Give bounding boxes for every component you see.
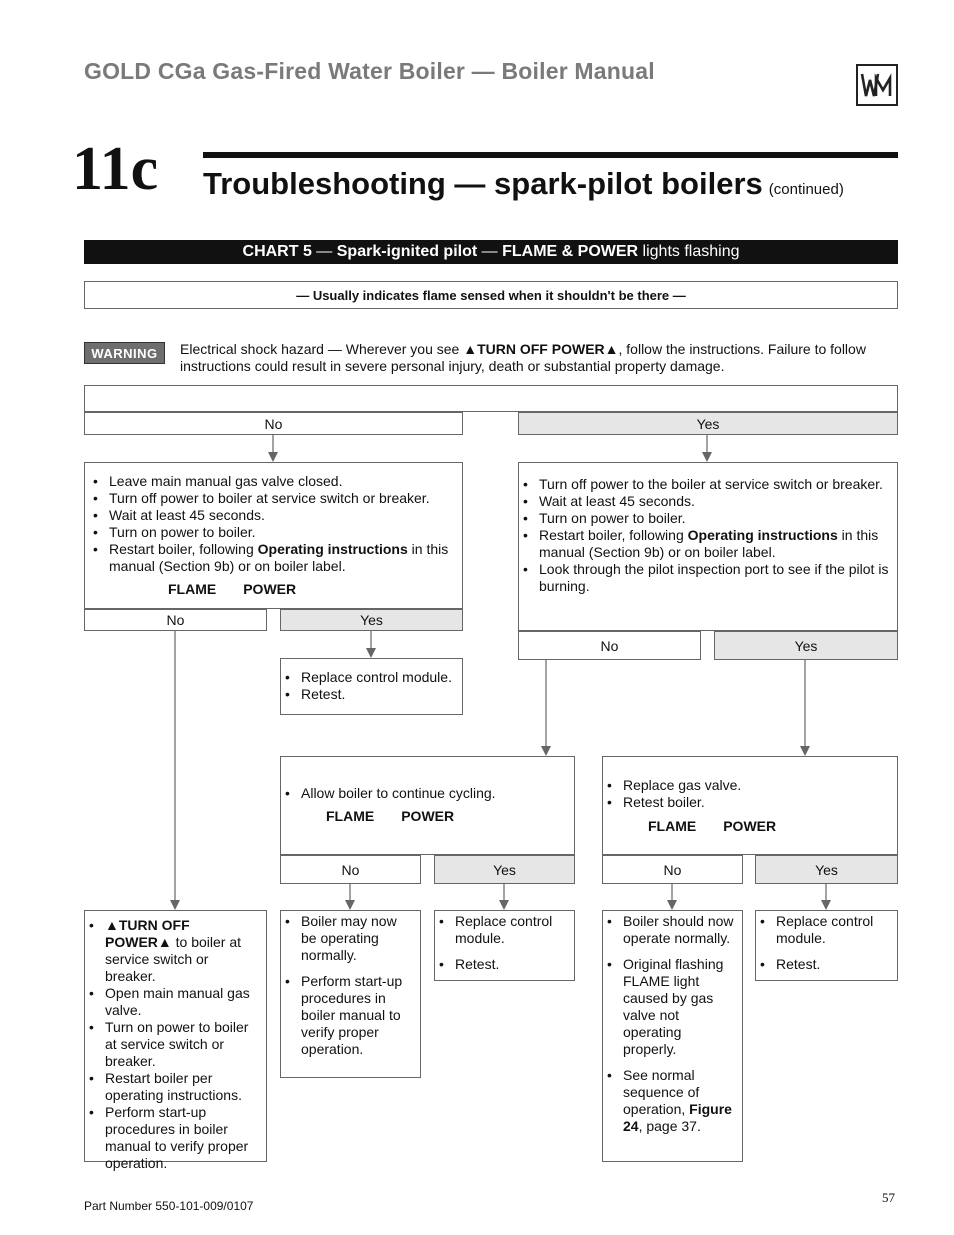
- arrow-head: [800, 746, 810, 756]
- arrow-head: [366, 648, 376, 658]
- restart-text-a: Restart boiler, following: [539, 527, 688, 543]
- section-title-text: Troubleshooting — spark-pilot boilers: [203, 166, 763, 201]
- figure-reference: Figure 24: [623, 1101, 732, 1134]
- list-item: • Turn on power to boiler.: [539, 510, 889, 527]
- list-item: • Perform start-up procedures in boiler manual to verify proper operation.: [301, 973, 414, 1058]
- allow-status-labels: [326, 808, 568, 825]
- list-item: • Retest.: [455, 956, 568, 973]
- gas-valve-box: [602, 756, 898, 855]
- left1-answer-yes: Yes: [280, 609, 463, 631]
- allow-cycling-box: [280, 756, 575, 855]
- list-item: • Boiler should now operate normally.: [623, 913, 738, 947]
- page-number: 57: [882, 1190, 895, 1205]
- gas-valve-list: [603, 777, 891, 811]
- turn-off-power-label: ▲TURN OFF POWER▲: [105, 917, 190, 950]
- list-item: • Restart boiler per operating instructions.: [105, 1070, 260, 1104]
- replace-module-box-3: [755, 910, 898, 981]
- replace-module-list-2: [435, 913, 568, 973]
- operating-normally-box: [280, 910, 421, 1078]
- replace-module-box-2: [434, 910, 575, 981]
- power-label: POWER: [723, 818, 777, 834]
- flame-label: FLAME: [326, 808, 375, 824]
- part-number-label: Part Number: [84, 1199, 153, 1213]
- warning-text-b: , follow the instructions. Failure to follow instructions could result in severe personal injury, death or substantial property damage.: [180, 341, 866, 374]
- list-item: • Wait at least 45 seconds.: [539, 493, 889, 510]
- arrow-head: [499, 900, 509, 910]
- chart-title-part1: Spark-ignited pilot: [336, 243, 478, 260]
- document-header-title: GOLD CGa Gas-Fired Water Boiler — Boiler Manual: [84, 58, 655, 84]
- arrow-head: [667, 900, 677, 910]
- turn-off-power-rest: to boiler at service switch or breaker.: [105, 934, 242, 984]
- chart-title-part2: FLAME & POWER: [502, 243, 639, 260]
- list-item: • Retest.: [776, 956, 891, 973]
- gas-valve-status-labels: [648, 818, 891, 835]
- list-item: • Replace control module.: [455, 913, 568, 947]
- top-decision-box: [84, 385, 898, 412]
- operating-normally-list: [281, 913, 414, 1058]
- arrow-head: [345, 900, 355, 910]
- warning-turn-off-power: ▲TURN OFF POWER▲: [463, 341, 619, 357]
- allow-answer-yes: Yes: [434, 855, 575, 884]
- list-item: • Open main manual gas valve.: [105, 985, 260, 1019]
- warning-badge: WARNING: [84, 342, 165, 364]
- chart-subtitle: — Usually indicates flame sensed when it shouldn't be there —: [84, 281, 898, 309]
- page-reference: , page 37.: [638, 1118, 701, 1134]
- footer-part-number: [84, 1199, 253, 1213]
- list-item: • Turn on power to boiler at service switch or breaker.: [105, 1019, 260, 1070]
- top-answer-yes: Yes: [518, 412, 898, 435]
- replace-module-list: [281, 669, 456, 703]
- warning-text-a: Electrical shock hazard — Wherever you see: [180, 341, 464, 357]
- replace-module-list-3: [756, 913, 891, 973]
- arrow-head: [268, 452, 278, 462]
- flame-label: FLAME: [648, 818, 697, 834]
- list-item: [105, 917, 260, 985]
- top-answer-no: No: [84, 412, 463, 435]
- left-restart-list: [89, 473, 454, 575]
- list-item: • Leave main manual gas valve closed.: [109, 473, 454, 490]
- list-item: [623, 1067, 738, 1135]
- list-item: • Perform start-up procedures in boiler manual to verify proper operation.: [105, 1104, 260, 1172]
- right-restart-list: [519, 476, 889, 595]
- list-item: • Replace control module.: [301, 669, 456, 686]
- gas-valve-answer-no: No: [602, 855, 743, 884]
- allow-answer-no: No: [280, 855, 421, 884]
- right1-answer-no: No: [518, 631, 701, 660]
- chart-dash-2: —: [477, 243, 503, 260]
- see-sequence-text: See normal sequence of operation,: [623, 1067, 700, 1117]
- restart-text-b: Operating instructions: [257, 541, 408, 557]
- arrow-head: [170, 900, 180, 910]
- restart-text-c: in this manual (Section 9b) or on boiler label.: [109, 541, 449, 574]
- left-restart-box: [84, 462, 463, 609]
- should-operate-normally-box: [602, 910, 743, 1162]
- open-gas-valve-list: [85, 917, 260, 1172]
- list-item: • Look through the pilot inspection port to see if the pilot is burning.: [539, 561, 889, 595]
- arrow-head: [821, 900, 831, 910]
- left1-answer-no: No: [84, 609, 267, 631]
- flame-label: FLAME: [168, 581, 217, 597]
- restart-text-a: Restart boiler, following: [109, 541, 258, 557]
- list-item: • Retest.: [301, 686, 456, 703]
- replace-module-box: [280, 658, 463, 715]
- list-item: • Allow boiler to continue cycling.: [301, 785, 568, 802]
- open-gas-valve-box: [84, 910, 267, 1171]
- list-item: • Replace gas valve.: [623, 777, 891, 794]
- arrow-head: [541, 746, 551, 756]
- part-number-value: 550-101-009/0107: [155, 1199, 254, 1213]
- restart-text-c: in this manual (Section 9b) or on boiler label.: [539, 527, 879, 560]
- section-number: 11c: [72, 135, 159, 203]
- chart-dash-1: —: [311, 243, 337, 260]
- list-item: • Turn on power to boiler.: [109, 524, 454, 541]
- list-item: [109, 541, 454, 575]
- list-item: • Wait at least 45 seconds.: [109, 507, 454, 524]
- list-item: • Boiler may now be operating normally.: [301, 913, 414, 964]
- list-item: • Retest boiler.: [623, 794, 891, 811]
- power-label: POWER: [243, 581, 297, 597]
- list-item: [539, 527, 889, 561]
- restart-text-b: Operating instructions: [687, 527, 838, 543]
- list-item: • Original flashing FLAME light caused by gas valve not operating properly.: [623, 956, 738, 1058]
- chart-title-part3: lights flashing: [638, 243, 740, 260]
- gas-valve-answer-yes: Yes: [755, 855, 898, 884]
- section-continued: (continued): [768, 181, 844, 198]
- left-status-labels: [168, 581, 454, 598]
- list-item: • Turn off power to boiler at service switch or breaker.: [109, 490, 454, 507]
- allow-cycling-list: [281, 785, 568, 802]
- power-label: POWER: [401, 808, 455, 824]
- list-item: • Replace control module.: [776, 913, 891, 947]
- arrow-head: [702, 452, 712, 462]
- should-operate-normally-list: [603, 913, 738, 1135]
- list-item: • Turn off power to the boiler at service switch or breaker.: [539, 476, 889, 493]
- chart-label: CHART 5: [242, 243, 312, 260]
- right1-answer-yes: Yes: [714, 631, 898, 660]
- right-restart-box: [518, 462, 898, 631]
